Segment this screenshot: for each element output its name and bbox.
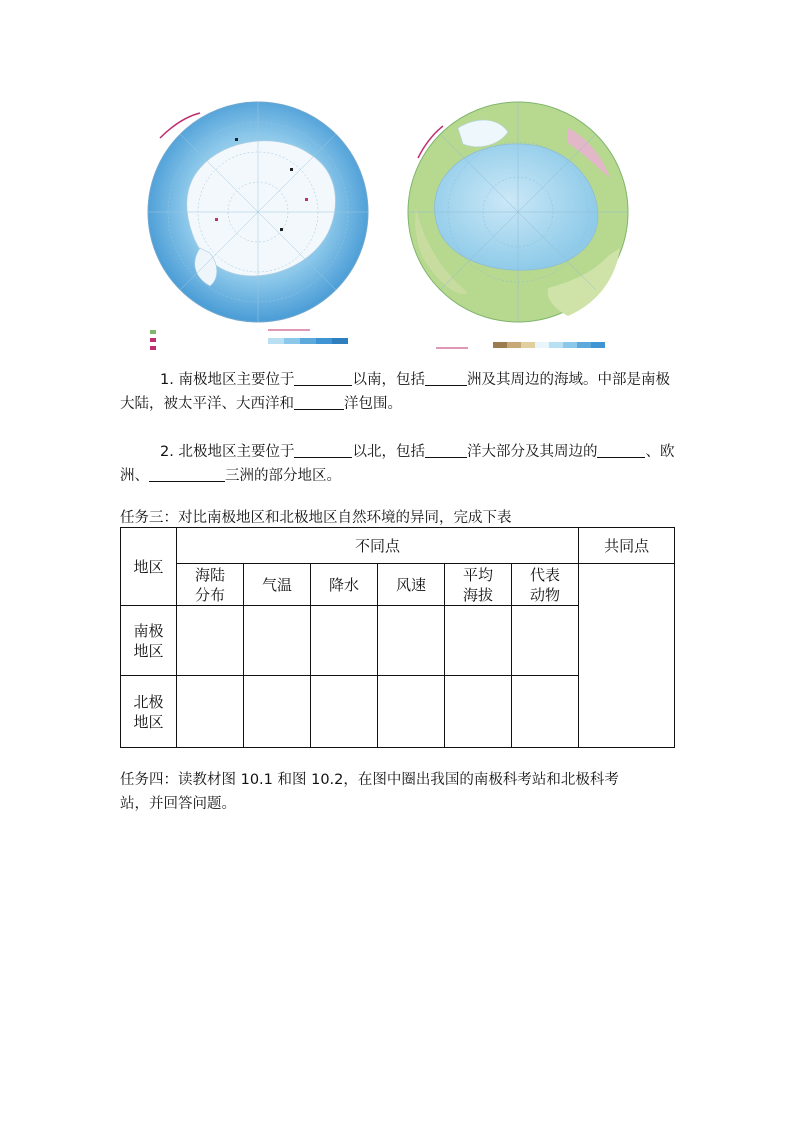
q1-blank-ocean[interactable] (294, 393, 344, 410)
q1-blank-latitude[interactable] (294, 369, 352, 386)
row-label-arctic: 北极地区 (121, 676, 177, 748)
cell-antarctic-land-sea[interactable] (177, 606, 244, 676)
question-2 (120, 440, 680, 488)
comparison-table (120, 527, 675, 748)
subheader-wind-speed: 风速 (378, 564, 445, 606)
task-4-line-1: 任务四：读教材图 10.1 和图 10.2，在图中圈出我国的南极科考站和北极科考 (120, 772, 619, 788)
cell-antarctic-wind[interactable] (378, 606, 445, 676)
task-4-line-2: 站，并回答问题。 (120, 796, 236, 812)
header-differences: 不同点 (177, 528, 579, 564)
q2-text-3: 洋大部分及其周边的 (466, 444, 598, 460)
cell-arctic-wind[interactable] (378, 676, 445, 748)
subheader-land-sea: 海陆分布 (177, 564, 244, 606)
polar-maps (140, 98, 640, 360)
q1-text-5: 洋包围。 (344, 396, 402, 412)
antarctic-map (140, 98, 380, 360)
q1-text-4: 部是南极大陆，被太平洋、大西洋和 (120, 372, 670, 412)
cell-antarctic-precipitation[interactable] (311, 606, 378, 676)
task-4 (120, 768, 680, 816)
header-common: 共同点 (579, 528, 675, 564)
question-1 (120, 368, 680, 416)
q2-blank-continent-2[interactable] (149, 465, 225, 482)
header-region: 地区 (121, 528, 177, 606)
q2-text-1: 2. 北极地区主要位于 (160, 444, 295, 460)
cell-arctic-precipitation[interactable] (311, 676, 378, 748)
subheader-precipitation: 降水 (311, 564, 378, 606)
cell-arctic-elevation[interactable] (445, 676, 512, 748)
row-label-antarctic: 南极地区 (121, 606, 177, 676)
q2-text-4: 、欧洲、 (120, 444, 675, 484)
q2-blank-continent-1[interactable] (597, 441, 645, 458)
cell-antarctic-elevation[interactable] (445, 606, 512, 676)
cell-antarctic-animals[interactable] (512, 606, 579, 676)
subheader-temperature: 气温 (244, 564, 311, 606)
cell-arctic-land-sea[interactable] (177, 676, 244, 748)
q1-blank-continent[interactable] (425, 369, 467, 386)
q2-text-5: 三洲的部分地区。 (225, 468, 341, 484)
q2-blank-latitude[interactable] (294, 441, 352, 458)
q1-text-1: 1. 南极地区主要位于 (160, 372, 295, 388)
q1-text-2: 以南，包括 (352, 372, 425, 388)
cell-arctic-animals[interactable] (512, 676, 579, 748)
cell-common[interactable] (579, 564, 675, 748)
arctic-map (398, 98, 640, 360)
subheader-animals: 代表动物 (512, 564, 579, 606)
q1-text-3: 洲及其周边的海域。中 (466, 372, 612, 388)
q2-blank-ocean[interactable] (425, 441, 467, 458)
task-3-title: 任务三：对比南极地区和北极地区自然环境的异同，完成下表 (120, 510, 512, 526)
cell-antarctic-temperature[interactable] (244, 606, 311, 676)
q2-text-2: 以北，包括 (352, 444, 425, 460)
subheader-avg-elevation: 平均海拔 (445, 564, 512, 606)
cell-arctic-temperature[interactable] (244, 676, 311, 748)
